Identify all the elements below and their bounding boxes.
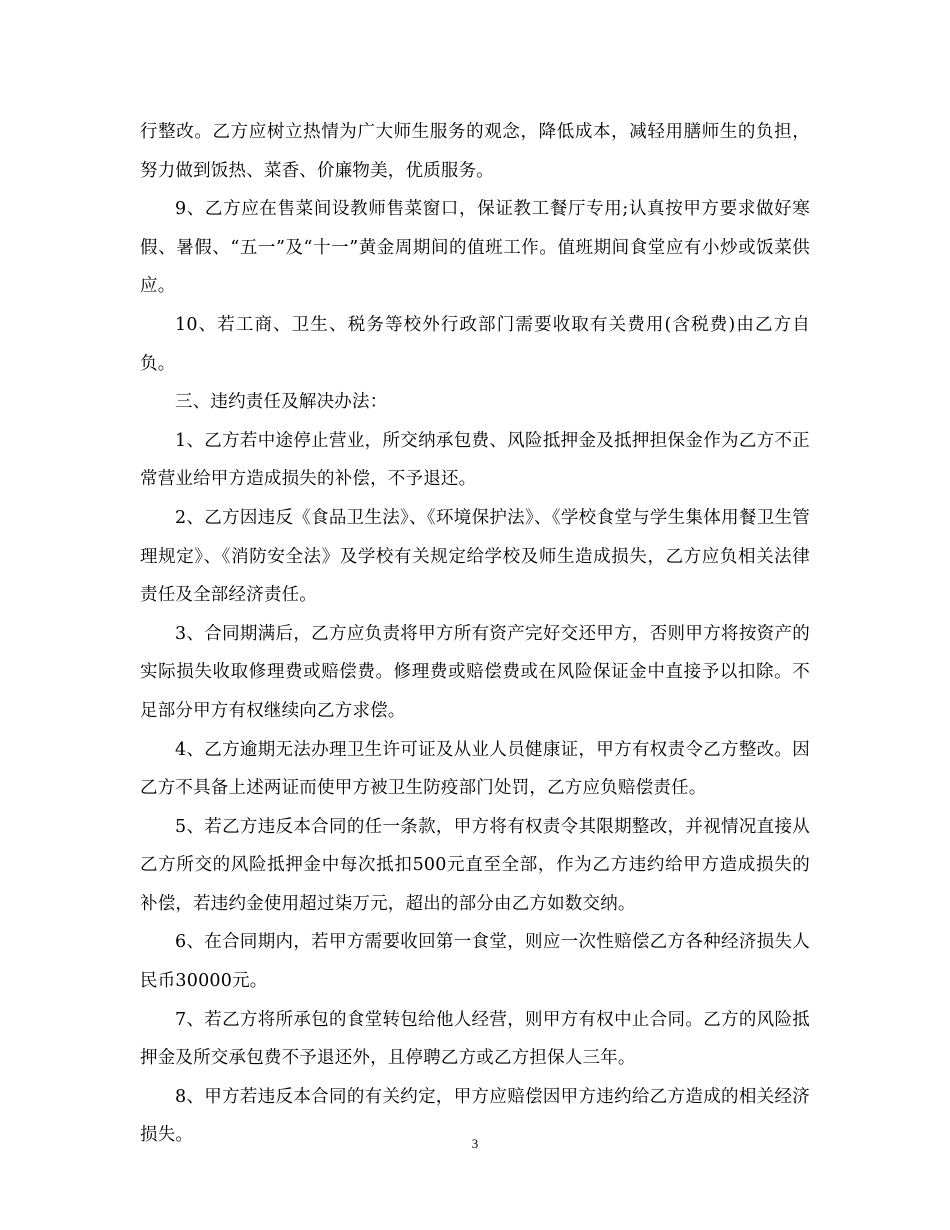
paragraph: 9、乙方应在售菜间设教师售菜窗口，保证教工餐厅专用;认真按甲方要求做好寒假、暑假、“五一”及“十一”黄金周期间的值班工作。值班期间食堂应有小炒或饭菜供应。: [140, 199, 810, 297]
paragraph: 4、乙方逾期无法办理卫生许可证及从业人员健康证，甲方有权责令乙方整改。因乙方不具备上述两证而使甲方被卫生防疫部门处罚，乙方应负赔偿责任。: [140, 739, 810, 799]
document-body: [140, 113, 810, 1155]
paragraph: 1、乙方若中途停止营业，所交纳承包费、风险抵押金及抵押担保金作为乙方不正常营业给甲方造成损失的补偿，不予退还。: [140, 430, 810, 490]
section-heading: 三、违约责任及解决办法：: [175, 392, 388, 413]
paragraph: 10、若工商、卫生、税务等校外行政部门需要收取有关费用(含税费)由乙方自负。: [140, 314, 810, 374]
paragraph: 2、乙方因违反《食品卫生法》、《环境保护法》、《学校食堂与学生集体用餐卫生管理规定》、《消防安全法》及学校有关规定给学校及师生造成损失，乙方应负相关法律责任及全部经济责任。: [140, 507, 810, 606]
paragraph: 8、甲方若违反本合同的有关约定，甲方应赔偿因甲方违约给乙方造成的相关经济损失。: [140, 1086, 810, 1146]
paragraph: 7、若乙方将所承包的食堂转包给他人经营，则甲方有权中止合同。乙方的风险抵押金及所交承包费不予退还外，且停聘乙方或乙方担保人三年。: [140, 1009, 810, 1069]
page-number: 3: [471, 1136, 479, 1151]
paragraph: 3、合同期满后，乙方应负责将甲方所有资产完好交还甲方，否则甲方将按资产的实际损失收取修理费或赔偿费。修理费或赔偿费或在风险保证金中直接予以扣除。不足部分甲方有权继续向乙方求偿。: [140, 623, 810, 721]
paragraph: 行整改。乙方应树立热情为广大师生服务的观念，降低成本，减轻用膳师生的负担，努力做到饭热、菜香、价廉物美，优质服务。: [140, 122, 810, 181]
paragraph: 6、在合同期内，若甲方需要收回第一食堂，则应一次性赔偿乙方各种经济损失人民币30000元。: [140, 932, 810, 992]
paragraph: 5、若乙方违反本合同的任一条款，甲方将有权责令其限期整改，并视情况直接从乙方所交的风险抵押金中每次抵扣500元直至全部，作为乙方违约给甲方造成损失的补偿，若违约金使用超过柒万元，超出的部分由乙方如数交纳。: [140, 816, 810, 914]
